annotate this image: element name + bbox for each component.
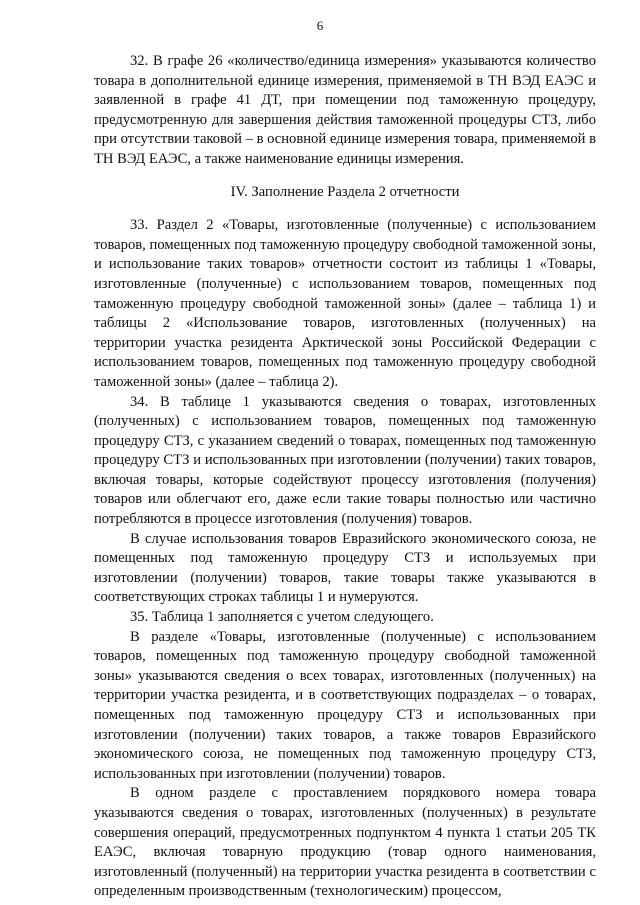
- paragraph-34-continuation: В случае использования товаров Евразийского экономического союза, не помещенных под таможенную процедуру СТЗ и используемых при изготовлении (получении) товаров, такие товары также указываются в соответствующих строках таблицы 1 и нумеруются.: [94, 530, 596, 606]
- section-heading: IV. Заполнение Раздела 2 отчетности: [230, 183, 460, 200]
- paragraph-35-single-section: В одном разделе с проставлением порядкового номера товара указываются сведения о товарах, изготовленных (полученных) в результате совершения операций, предусмотренных подпунктом 4 пункта 1 статьи 205 ТК ЕАЭС, включая товарную продукцию (товар одного наименования, изготовленный (полученный) на территории участка резидента в соответствии с определенным производственным (технологическим) процессом,: [94, 785, 596, 900]
- paragraph-35: 35. Таблица 1 заполняется с учетом следующего.: [130, 609, 434, 626]
- paragraph-34: 34. В таблице 1 указываются сведения о товарах, изготовленных (полученных) с использованием товаров, помещенных под таможенную процедуру СТЗ, с указанием сведений о товарах, помещенных под таможенную процедуру СТЗ и использованных при изготовлении (получении) таких товаров, включая товары, которые содействуют процессу изготовления (получения) товаров или облегчают его, даже если такие товары полностью или частично потребляются в процессе изготовления (получения) товаров.: [94, 393, 596, 528]
- paragraph-35-section-info: В разделе «Товары, изготовленные (полученные) с использованием товаров, помещенных под таможенную процедуру свободной таможенной зоны» указываются сведения о всех товарах, изготовленных (полученных) на территории участка резидента, и в соответствующих подразделах – о товарах, помещенных под таможенную процедуру СТЗ и использованных при изготовлении (получении) таких товаров, а также товаров Евразийского экономического союза, не помещенных под таможенную процедуру СТЗ, использованных при изготовлении (получении) товаров.: [94, 628, 596, 782]
- page-number: 6: [316, 18, 324, 33]
- paragraph-33: 33. Раздел 2 «Товары, изготовленные (полученные) с использованием товаров, помещенных под таможенную процедуру свободной таможенной зоны, и использование таких товаров» отчетности состоит из таблицы 1 «Товары, изготовленные (полученные) с использованием товаров, помещенных под таможенную процедуру свободной таможенной зоны» (далее – таблица 1) и таблицы 2 «Использование товаров, изготовленных (полученных) на территории участка резидента Арктической зоны Российской Федерации с использованием товаров, помещенных под таможенную процедуру свободной таможенной зоны» (далее – таблица 2).: [94, 217, 596, 390]
- paragraph-32: 32. В графе 26 «количество/единица измерения» указываются количество товара в дополнительной единице измерения, применяемой в ТН ВЭД ЕАЭС и заявленной в графе 41 ДТ, при помещении под таможенную процедуру, предусмотренную для завершения действия таможенной процедуры СТЗ, либо при отсутствии таковой – в основной единице измерения товара, применяемой в ТН ВЭД ЕАЭС, а также наименование единицы измерения.: [94, 53, 596, 167]
- page-content: [94, 52, 596, 902]
